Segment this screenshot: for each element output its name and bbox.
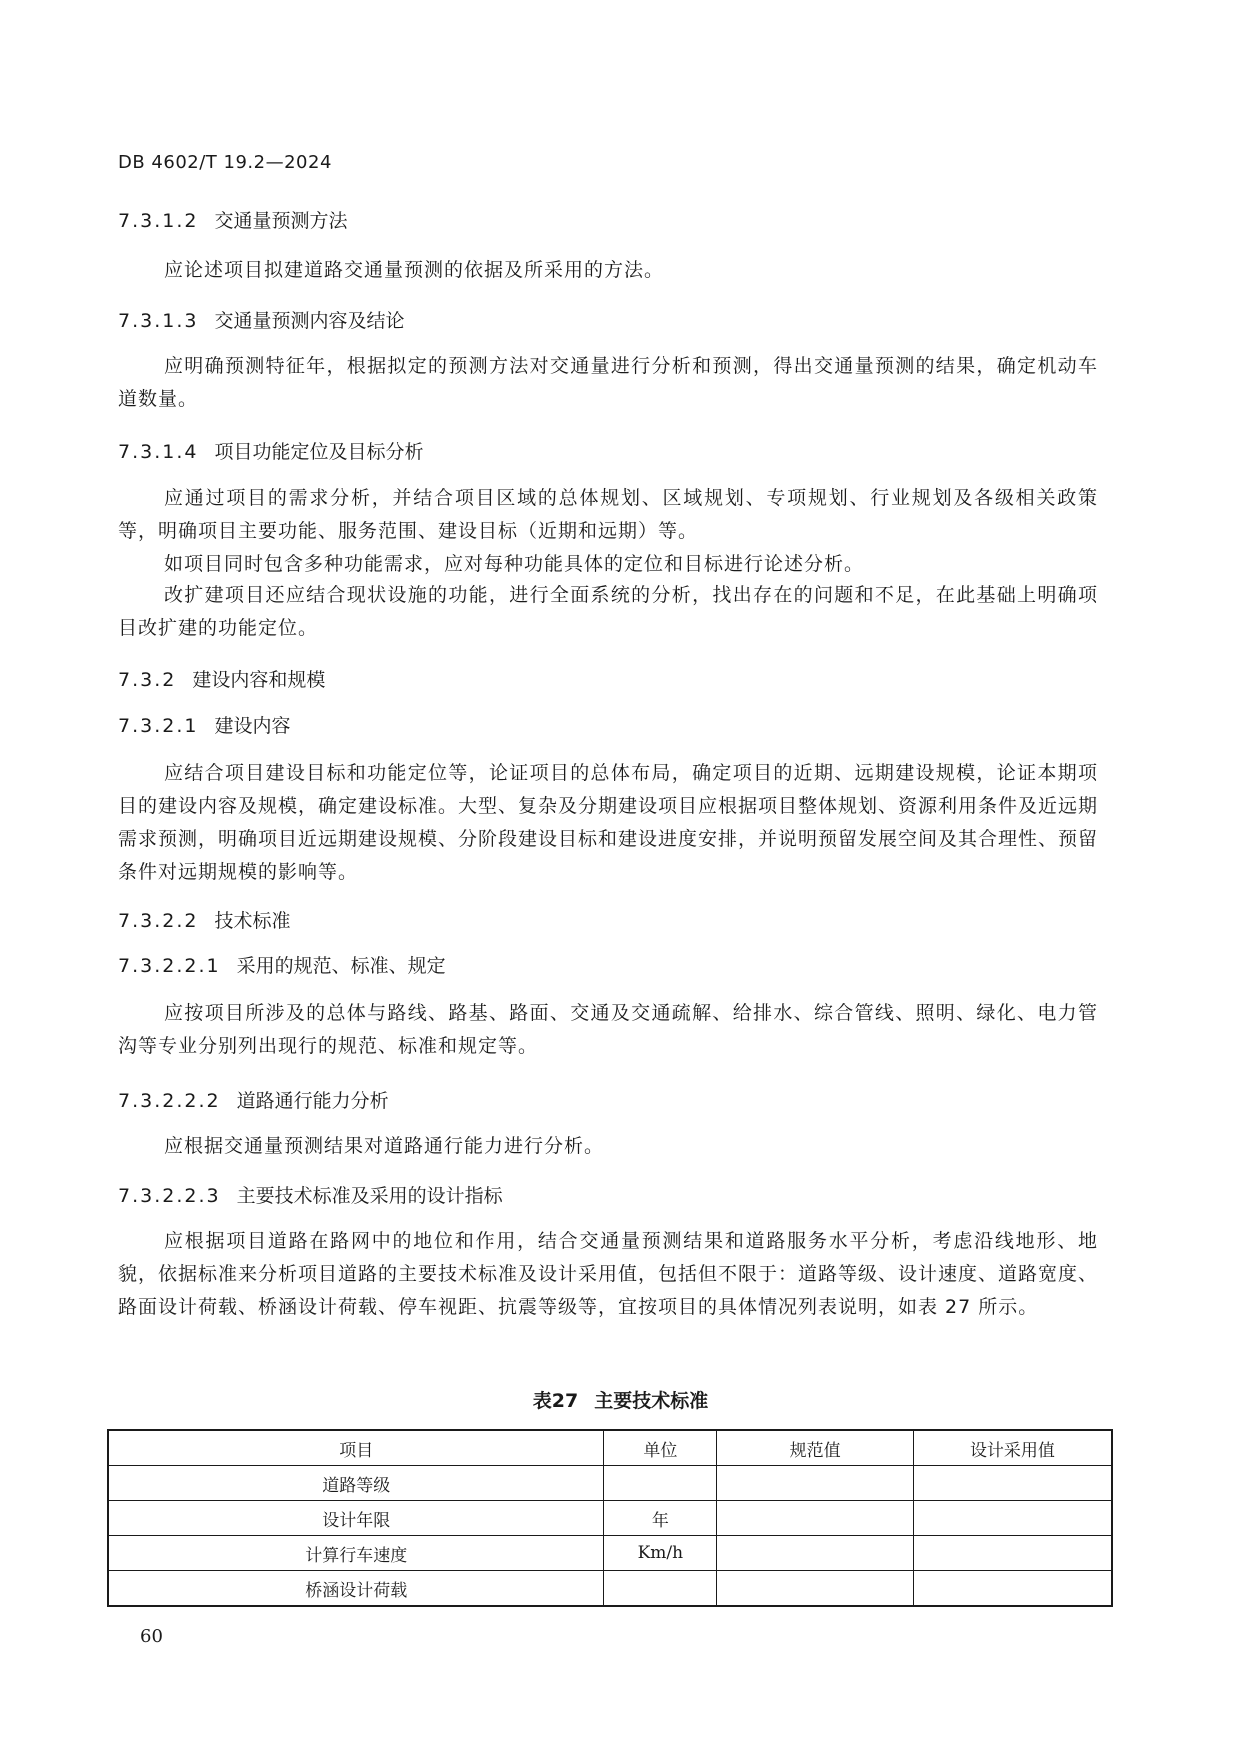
page-number: 60	[140, 1626, 163, 1647]
section-heading	[118, 711, 291, 738]
section-title: 项目功能定位及目标分析	[214, 441, 424, 463]
section-heading	[118, 1086, 389, 1113]
table-row	[108, 1571, 1112, 1607]
table-caption-title: 主要技术标准	[594, 1390, 709, 1412]
section-number: 7.3.2.2	[118, 910, 199, 932]
table-cell	[717, 1466, 914, 1501]
paragraph: 应按项目所涉及的总体与路线、路基、路面、交通及交通疏解、给排水、综合管线、照明、绿化、电力管沟等专业分别列出现行的规范、标准和规定等。	[118, 1002, 1098, 1057]
table-row	[108, 1501, 1112, 1536]
paragraph: 应论述项目拟建道路交通量预测的依据及所采用的方法。	[164, 259, 665, 281]
section-heading	[118, 437, 424, 464]
paragraph: 应明确预测特征年，根据拟定的预测方法对交通量进行分析和预测，得出交通量预测的结果，确定机动车道数量。	[118, 355, 1098, 410]
table-cell	[913, 1571, 1112, 1607]
section-heading	[118, 1181, 503, 1208]
section-title: 建设内容	[214, 715, 291, 737]
section-title: 技术标准	[214, 910, 291, 932]
table-header-row	[108, 1430, 1112, 1466]
page-header: DB 4602/T 19.2—2024	[118, 152, 332, 173]
paragraph: 应根据项目道路在路网中的地位和作用，结合交通量预测结果和道路服务水平分析，考虑沿线地形、地貌，依据标准来分析项目道路的主要技术标准及设计采用值，包括但不限于：道路等级、设计速度、道路宽度、路面设计荷载、桥涵设计荷载、停车视距、抗震等级等，宜按项目的具体情况列表说明，如表 27 所示。	[118, 1230, 1099, 1318]
section-title: 建设内容和规模	[192, 669, 326, 691]
table-cell	[604, 1466, 717, 1501]
table-cell	[604, 1571, 717, 1607]
section-number: 7.3.1.2	[118, 210, 199, 232]
paragraph: 改扩建项目还应结合现状设施的功能，进行全面系统的分析，找出存在的问题和不足，在此基础上明确项目改扩建的功能定位。	[118, 584, 1098, 639]
paragraph: 应结合项目建设目标和功能定位等，论证项目的总体布局，确定项目的近期、远期建设规模，论证本期项目的建设内容及规模，确定建设标准。大型、复杂及分期建设项目应根据项目整体规划、资源利用条件及近远期需求预测，明确项目近远期建设规模、分阶段建设目标和建设进度安排，并说明预留发展空间及其合理性、预留条件对远期规模的影响等。	[118, 762, 1099, 883]
section-number: 7.3.1.3	[118, 310, 199, 332]
table-cell: 设计年限	[108, 1501, 604, 1536]
section-title: 道路通行能力分析	[236, 1090, 389, 1112]
table-cell: 计算行车速度	[108, 1536, 604, 1571]
section-heading	[118, 306, 405, 333]
section-title: 交通量预测方法	[214, 210, 348, 232]
table-caption-number: 表27	[532, 1390, 579, 1412]
table-caption	[0, 1386, 1241, 1413]
paragraph: 应根据交通量预测结果对道路通行能力进行分析。	[164, 1135, 605, 1157]
table-row	[108, 1466, 1112, 1501]
section-heading	[118, 951, 446, 978]
table-cell	[717, 1536, 914, 1571]
section-title: 主要技术标准及采用的设计指标	[236, 1185, 503, 1207]
section-heading	[118, 206, 348, 233]
paragraph: 应通过项目的需求分析，并结合项目区域的总体规划、区域规划、专项规划、行业规划及各级相关政策等，明确项目主要功能、服务范围、建设目标（近期和远期）等。	[118, 487, 1098, 542]
table-row	[108, 1536, 1112, 1571]
paragraph: 如项目同时包含多种功能需求，应对每种功能具体的定位和目标进行论述分析。	[164, 553, 865, 575]
section-number: 7.3.2.2.1	[118, 955, 221, 977]
technical-standards-table	[107, 1429, 1113, 1607]
section-title: 采用的规范、标准、规定	[236, 955, 446, 977]
section-number: 7.3.2.1	[118, 715, 199, 737]
table-cell	[913, 1536, 1112, 1571]
section-number: 7.3.2.2.3	[118, 1185, 221, 1207]
table-header-cell: 规范值	[717, 1430, 914, 1466]
table-header-cell: 单位	[604, 1430, 717, 1466]
table-cell	[913, 1466, 1112, 1501]
table-cell	[717, 1501, 914, 1536]
section-title: 交通量预测内容及结论	[214, 310, 405, 332]
section-heading	[118, 906, 291, 933]
table-cell: Km/h	[604, 1536, 717, 1571]
section-number: 7.3.2	[118, 669, 177, 691]
section-heading	[118, 665, 325, 692]
table-cell: 年	[604, 1501, 717, 1536]
table-cell	[913, 1501, 1112, 1536]
table-cell	[717, 1571, 914, 1607]
section-number: 7.3.2.2.2	[118, 1090, 221, 1112]
table-header-cell: 设计采用值	[913, 1430, 1112, 1466]
table-cell: 桥涵设计荷载	[108, 1571, 604, 1607]
table-header-cell: 项目	[108, 1430, 604, 1466]
table-cell: 道路等级	[108, 1466, 604, 1501]
section-number: 7.3.1.4	[118, 441, 199, 463]
